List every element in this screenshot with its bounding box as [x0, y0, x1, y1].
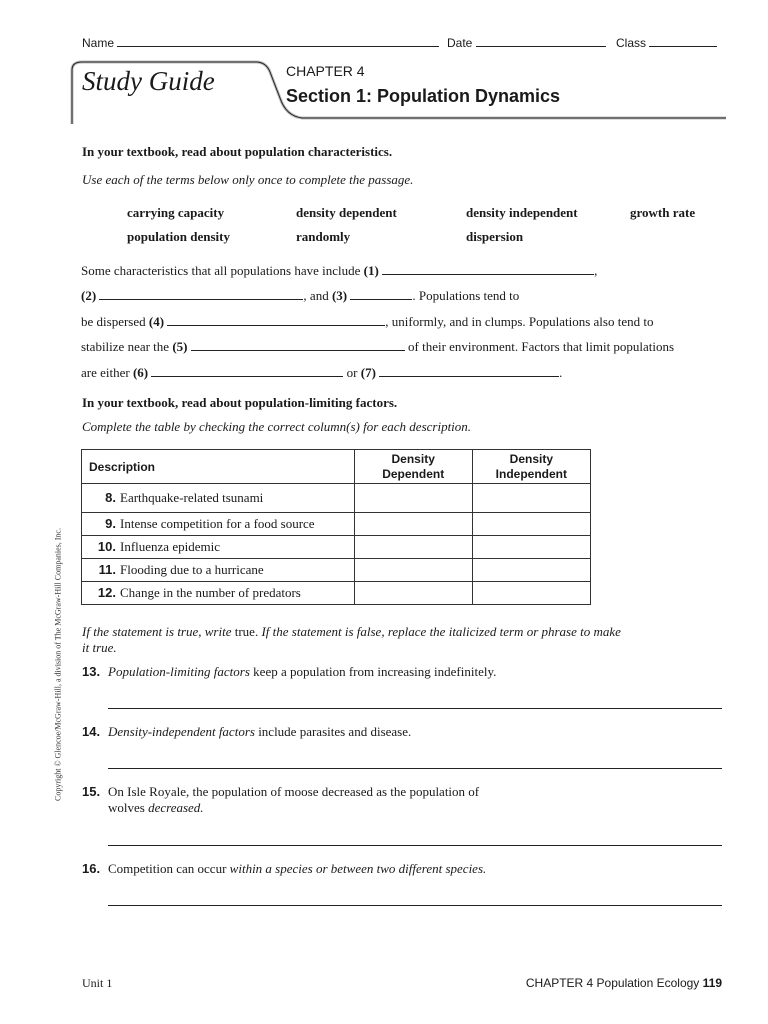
row-text: Intense competition for a food source [120, 516, 315, 531]
check-independent-8[interactable] [472, 484, 590, 513]
blank-number-6: (6) [132, 365, 149, 380]
blank-number-1: (1) [363, 263, 379, 278]
passage-text: be dispersed [81, 314, 146, 329]
page-number: 119 [702, 976, 722, 990]
question-15 [82, 784, 479, 816]
row-description [82, 484, 355, 513]
blank-7[interactable] [379, 363, 559, 377]
class-field [616, 32, 717, 50]
study-guide-title: Study Guide [82, 66, 215, 96]
row-number: 8. [105, 490, 116, 505]
part3-instruction-text: If the statement is false, replace the italicized term or phrase to make it true. [82, 624, 621, 655]
footer-chapter-title: CHAPTER 4 Population Ecology [525, 976, 700, 990]
table-row [82, 513, 591, 536]
passage-text: of their environment. Factors that limit populations [408, 339, 675, 354]
question-text: keep a population from increasing indefinitely. [253, 664, 497, 679]
passage-text: , [594, 263, 598, 278]
term-carrying-capacity: carrying capacity [127, 205, 225, 220]
check-independent-10[interactable] [472, 536, 590, 559]
part1-instruction: In your textbook, read about population characteristics. [82, 144, 393, 159]
question-text: On Isle Royale, the population of moose decreased as the population of [108, 784, 480, 799]
density-table [81, 449, 591, 605]
row-description [82, 536, 355, 559]
part1-subinstruction: Use each of the terms below only once to complete the passage. [82, 172, 414, 187]
name-line[interactable] [117, 32, 439, 47]
passage-text: . Populations tend to [412, 288, 520, 303]
blank-4[interactable] [167, 312, 385, 326]
passage-text: , uniformly, and in clumps. Populations also tend to [385, 314, 654, 329]
class-label: Class [616, 36, 647, 50]
blank-number-5: (5) [172, 339, 188, 354]
question-14 [82, 724, 411, 740]
col-density-dependent [354, 450, 472, 484]
row-text: Flooding due to a hurricane [120, 562, 264, 577]
check-independent-11[interactable] [472, 559, 590, 582]
col-description: Description [82, 450, 355, 484]
question-italic: decreased. [148, 800, 204, 815]
term-density-independent: density independent [466, 205, 578, 220]
blank-number-3: (3) [331, 288, 348, 303]
blank-6[interactable] [151, 363, 343, 377]
passage-text: . [559, 365, 563, 380]
question-italic: Density-independent factors [108, 724, 255, 739]
question-text: Competition can occur [108, 861, 227, 876]
chapter-label: CHAPTER 4 [286, 63, 365, 79]
passage-line-5 [81, 363, 562, 381]
answer-line-14[interactable] [108, 768, 722, 769]
term-randomly: randomly [296, 229, 351, 244]
question-number: 14. [82, 724, 101, 739]
footer-chapter [526, 976, 722, 990]
copyright-notice: Copyright © Glencoe/McGraw-Hill, a division of The McGraw-Hill Companies, Inc. [53, 528, 63, 801]
table-row [82, 582, 591, 605]
passage-line-3 [81, 312, 653, 330]
question-number: 15. [82, 784, 101, 799]
name-field [82, 32, 439, 50]
footer-unit: Unit 1 [82, 976, 113, 990]
row-description [82, 582, 355, 605]
check-independent-12[interactable] [472, 582, 590, 605]
col-density-independent [472, 450, 590, 484]
check-dependent-10[interactable] [354, 536, 472, 559]
part3-instruction-true: true. [234, 624, 259, 639]
check-dependent-8[interactable] [354, 484, 472, 513]
part2-subinstruction: Complete the table by checking the correct column(s) for each description. [82, 419, 472, 434]
table-row [82, 484, 591, 513]
blank-3[interactable] [350, 286, 412, 300]
class-line[interactable] [649, 32, 717, 47]
check-dependent-11[interactable] [354, 559, 472, 582]
question-italic: within a species or between two different species. [229, 861, 487, 876]
check-dependent-9[interactable] [354, 513, 472, 536]
question-text: wolves [108, 800, 145, 815]
date-line[interactable] [476, 32, 606, 47]
row-text: Earthquake-related tsunami [120, 490, 264, 505]
name-label: Name [82, 36, 115, 50]
col-density-independent-label: Density Independent [495, 451, 568, 481]
blank-5[interactable] [191, 337, 405, 351]
table-row [82, 559, 591, 582]
table-header-row [82, 450, 591, 484]
question-13 [82, 664, 496, 680]
question-16 [82, 861, 486, 877]
part2-instruction: In your textbook, read about population-limiting factors. [82, 395, 398, 410]
term-growth-rate: growth rate [630, 205, 696, 220]
question-number: 16. [82, 861, 101, 876]
table-row [82, 536, 591, 559]
term-dispersion: dispersion [466, 229, 524, 244]
blank-number-2: (2) [81, 288, 97, 303]
passage-line-2 [81, 286, 519, 304]
term-density-dependent: density dependent [296, 205, 397, 220]
passage-text: Some characteristics that all populations have include [81, 263, 361, 278]
part3-instruction-text: If the statement is true, write [82, 624, 232, 639]
passage-text: stabilize near the [81, 339, 170, 354]
date-field [447, 32, 606, 50]
passage-line-4 [81, 337, 674, 355]
answer-line-15[interactable] [108, 845, 722, 846]
term-population-density: population density [127, 229, 230, 244]
passage-text: are either [81, 365, 130, 380]
passage-text: or [346, 365, 358, 380]
row-description [82, 559, 355, 582]
date-label: Date [447, 36, 473, 50]
section-title: Section 1: Population Dynamics [286, 86, 561, 106]
row-text: Influenza epidemic [120, 539, 220, 554]
blank-number-4: (4) [148, 314, 165, 329]
part3-instruction [82, 624, 622, 656]
question-number: 13. [82, 664, 101, 679]
passage-text: , and [303, 288, 329, 303]
check-dependent-12[interactable] [354, 582, 472, 605]
passage-line-1 [81, 261, 597, 279]
row-number: 10. [97, 539, 116, 554]
check-independent-9[interactable] [472, 513, 590, 536]
row-description [82, 513, 355, 536]
answer-line-13[interactable] [108, 708, 722, 709]
blank-number-7: (7) [360, 365, 376, 380]
answer-line-16[interactable] [108, 905, 722, 906]
row-number: 9. [105, 516, 116, 531]
row-number: 11. [98, 562, 116, 577]
col-density-dependent-label: Density Dependent [382, 451, 445, 481]
blank-2[interactable] [99, 286, 303, 300]
blank-1[interactable] [382, 261, 594, 275]
row-text: Change in the number of predators [120, 585, 301, 600]
row-number: 12. [97, 585, 116, 600]
question-italic: Population-limiting factors [108, 664, 250, 679]
question-text: include parasites and disease. [258, 724, 412, 739]
